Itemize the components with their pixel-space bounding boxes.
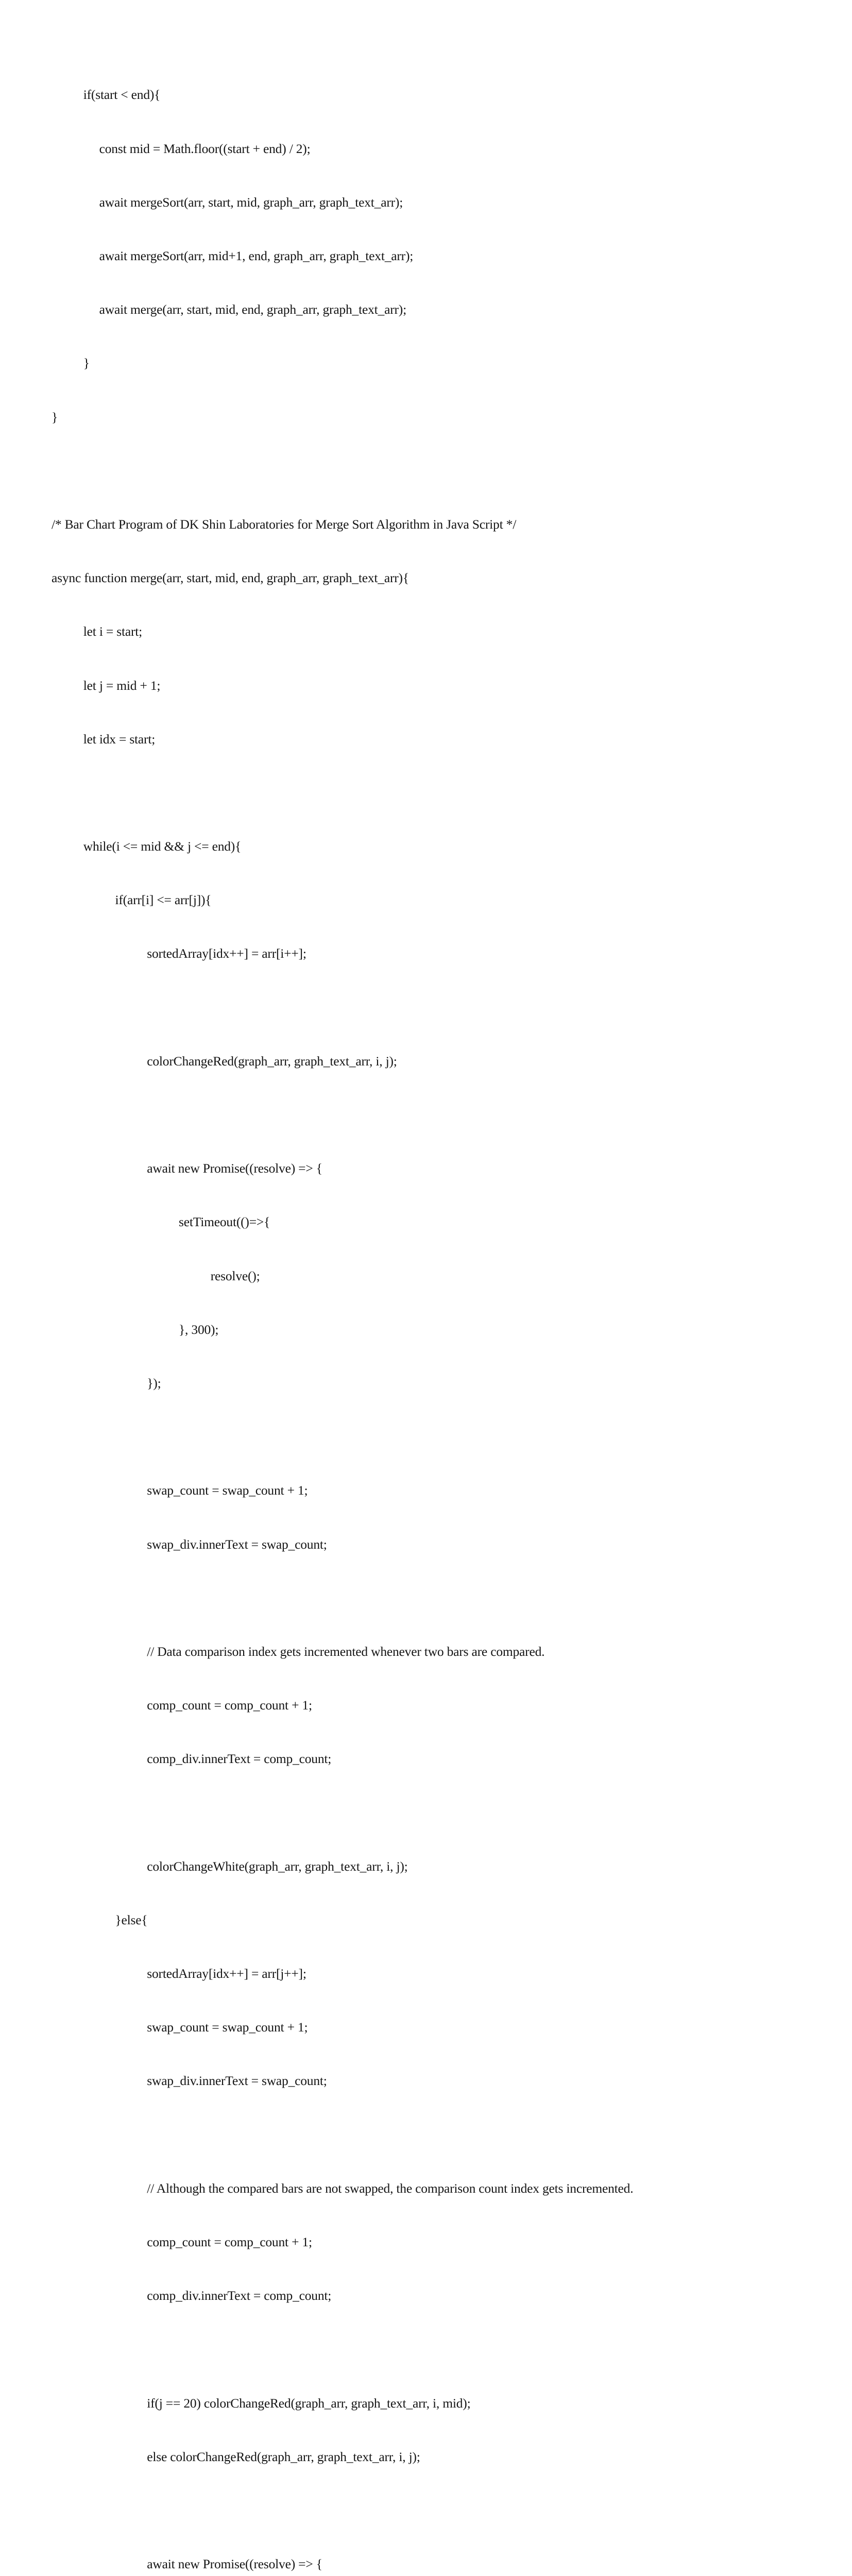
code-line [52,1589,633,1607]
code-line: await new Promise((resolve) => { [52,1161,322,1176]
code-listing [52,50,633,2576]
code-line [52,784,633,802]
code-line: }, 300); [52,1321,219,1337]
code-line [52,1428,633,1446]
code-line: swap_count = swap_count + 1; [52,1483,308,1498]
code-line: let idx = start; [52,731,156,747]
code-line: await new Promise((resolve) => { [52,2556,322,2572]
code-line: if(j == 20) colorChangeRed(graph_arr, graph_text_arr, i, mid); [52,2395,471,2411]
code-line [52,1804,633,1822]
code-line: comp_count = comp_count + 1; [52,2234,312,2249]
code-line [52,2126,633,2144]
code-line [52,1106,633,1124]
code-line: resolve(); [52,1268,260,1283]
code-line: } [52,409,58,425]
code-line: colorChangeWhite(graph_arr, graph_text_arr, i, j); [52,1858,408,1874]
code-line: if(start < end){ [52,87,161,103]
code-line: sortedArray[idx++] = arr[j++]; [52,1966,306,1981]
code-line: swap_div.innerText = swap_count; [52,1536,327,1552]
code-line: }else{ [52,1912,148,1927]
code-line: const mid = Math.floor((start + end) / 2); [52,141,311,156]
code-line: swap_count = swap_count + 1; [52,2020,308,2035]
code-line: setTimeout(()=>{ [52,1214,270,1230]
code-line: await mergeSort(arr, start, mid, graph_arr, graph_text_arr); [52,194,403,210]
code-line [52,999,633,1017]
code-line: while(i <= mid && j <= end){ [52,839,242,854]
code-line: async function merge(arr, start, mid, end, graph_arr, graph_text_arr){ [52,570,409,586]
code-line [52,2502,633,2520]
code-line: swap_div.innerText = swap_count; [52,2073,327,2089]
code-line: comp_div.innerText = comp_count; [52,1751,332,1767]
code-line: } [52,355,90,371]
code-line [52,462,633,480]
code-line: colorChangeRed(graph_arr, graph_text_arr, i, j); [52,1053,397,1069]
code-line: let j = mid + 1; [52,677,161,693]
code-comment-line: /* Bar Chart Program of DK Shin Laboratories for Merge Sort Algorithm in Java Script */ [52,516,517,532]
code-line: else colorChangeRed(graph_arr, graph_text_arr, i, j); [52,2449,420,2464]
code-line: }); [52,1375,161,1391]
code-line [52,2341,633,2359]
code-line: comp_div.innerText = comp_count; [52,2288,332,2303]
code-line: let i = start; [52,624,143,639]
code-comment-line: // Data comparison index gets incremented whenever two bars are compared. [52,1643,545,1659]
code-line: await merge(arr, start, mid, end, graph_arr, graph_text_arr); [52,302,406,317]
code-line: sortedArray[idx++] = arr[i++]; [52,946,306,961]
code-line: comp_count = comp_count + 1; [52,1698,312,1713]
code-comment-line: // Although the compared bars are not swapped, the comparison count index gets incremented. [52,2180,634,2196]
code-line: if(arr[i] <= arr[j]){ [52,892,212,908]
code-line: await mergeSort(arr, mid+1, end, graph_arr, graph_text_arr); [52,248,414,264]
